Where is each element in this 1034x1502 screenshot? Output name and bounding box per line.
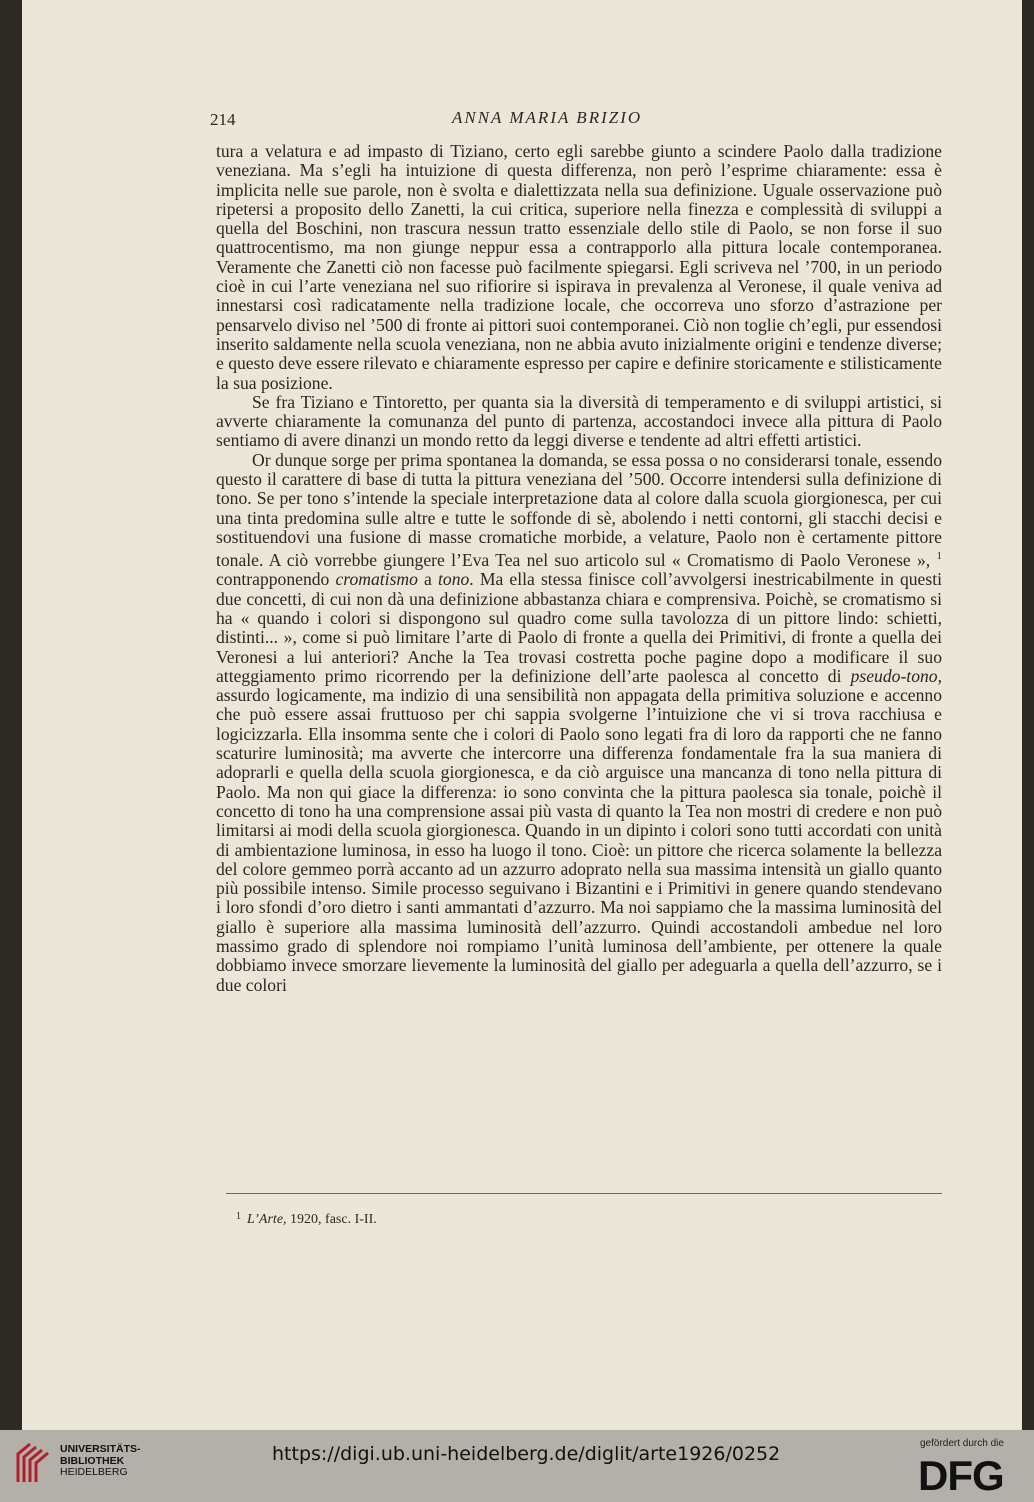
body-text <box>216 142 942 995</box>
paragraph <box>216 142 942 393</box>
library-name-line: BIBLIOTHEK <box>60 1454 125 1467</box>
library-name-line: UNIVERSITÄTS- <box>60 1443 141 1455</box>
library-name <box>60 1444 141 1479</box>
paragraph <box>216 451 942 995</box>
text-run: a <box>417 569 439 590</box>
footnote-number: 1 <box>236 1211 241 1222</box>
footnote-journal-title: L’Arte <box>247 1212 284 1227</box>
italic-term: cromatismo <box>335 569 418 590</box>
page-header <box>22 104 1022 134</box>
footnote-reference: 1 <box>936 550 942 563</box>
footnote-citation: , 1920, fasc. I-II. <box>283 1212 377 1227</box>
university-library-logo-icon <box>14 1440 54 1486</box>
footer-bar <box>0 1430 1034 1502</box>
text-run: tura a velatura e ad impasto di Tiziano, certo egli sarebbe giunto a scindere Paolo dalla tradizione veneziana. Ma s’egli ha intuizione di questa differenza, non però l’esprime chiaramente: essa è implicita nelle sue parole, non è svolta e dialettizzata nella sua definizione. Uguale osservazione può ripetersi a proposito dello Zanetti, la cui critica, superiore nella finezza e complessità di sviluppi a quella del Boschini, non trascura nessun tratto essenziale dello stile di Paolo, se non forse il suo quattrocentismo, ma non giunge neppur essa a contrapporlo alla pittura locale contemporanea. Veramente che Zanetti ciò non facesse può facilmente spiegarsi. Egli scriveva nel ’700, in un periodo cioè in cui l’arte veneziana nel suo rifiorire si ispirava in prevalenza al Veronese, il quale veniva ad innestarsi così radicatamente nella tradizione locale, che occorreva uno sforzo d’astrazione per pensarvelo diviso nel ’500 di fronte ai pittori suoi contemporanei. Ciò non toglie ch’egli, pur essendosi inserito saldamente nella scuola veneziana, non ne abbia avuto inizialmente origini e tendenze diverse; e questo deve essere rilevato e chiaramente espresso per capire e definire storicamente e stilisticamente la sua posizione. <box>216 141 942 393</box>
text-run: Se fra Tiziano e Tintoretto, per quanta sia la diversità di temperamento e di sviluppi artistici, si avverte chiaramente la comunanza del punto di partenza, accostandoci invece alla pittura di Paolo sentiamo di avere dinanzi un mondo retto da leggi diverse e tendente ad altri effetti artistici. <box>216 391 942 451</box>
library-name-line: HEIDELBERG <box>60 1466 128 1478</box>
text-run: . Ma ella stessa finisce coll’avvolgersi inestricabilmente in questi due concetti, di cui non dà una definizione abbastanza chiara e comprensiva. Poichè, se cromatismo si ha « quando i colori si dispongono sul quadro come sulla tavolozza di un pittore lindo: schietti, distinti... », come si può limitare l’arte di Paolo di fronte a quella dei Primitivi, di fronte a quella dei Veronesi a lui anteriori? Anche la Tea trovasi costretta poche pagine dopo a modificare il suo atteggiamento primo ricorrendo per la definizione dell’arte paolesca al concetto di <box>216 569 942 686</box>
page-number: 214 <box>210 110 236 129</box>
footnote <box>236 1211 377 1228</box>
text-run: , assurdo logicamente, ma indizio di una sensibilità non appagata della primitiva soluzione e accenno che può essere assai fruttuoso per chi sappia svolgerne l’intuizione che vi si trova racchiusa e logicizzarla. Ella insomma sente che i colori di Paolo sono legati fra di loro da rapporti che ne fanno scaturire luminosità; ma avverte che intercorre una differenza fondamentale fra la sua maniera di adoprarli e quella della scuola giorgionesca, e da ciò arguisce una mancanza di tono nella pittura di Paolo. Ma non qui giace la differenza: io sono convinta che la pittura paolesca sia tonale, poichè il concetto di tono ha una comprensione assai più vasta di quanto la Tea non mostri di credere e non può limitarsi ai modi della scuola giorgionesca. Quando in un dipinto i colori sono tutti accordati con unità di ambientazione luminosa, in esso ha luogo il tono. Cioè: un pittore che ricerca solamente la bellezza del colore gemmeo porrà accanto ad un azzurro adoprato nella sua massima intensità un giallo quanto più possibile intenso. Simile processo seguivano i Bizantini e i Primitivi in genere quando stendevano i loro sfondi d’oro dietro i santi ammantati d’azzurro. Ma noi sappiamo che la massima luminosità del giallo è superiore alla massima luminosità dell’azzurro. Quindi accostandoli ambedue nel loro massimo grado di splendore noi rompiamo l’unità luminosa dell’ambiente, per ottenere la quale dobbiamo invece smorzare lievemente la luminosità del giallo per adeguarla a quella dell’azzurro, se i due colori <box>216 665 942 995</box>
paragraph <box>216 393 942 451</box>
running-head: ANNA MARIA BRIZIO <box>452 108 643 127</box>
footnote-separator <box>226 1193 942 1194</box>
italic-term: tono <box>438 569 470 590</box>
dfg-logo: DFG <box>918 1452 1004 1499</box>
text-run: Or dunque sorge per prima spontanea la domanda, se essa possa o no considerarsi tonale, essendo questo il carattere di base di tutta la pittura veneziana del ’500. Occorre intendersi sulla definizione di tono. Se per tono s’intende la speciale interpretazione data al colore dalla scuola giorgionesca, per cui una tinta predomina sulle altre e tutte le soffonde di sè, abolendo i netti contorni, gli stacchi decisi e sostituendovi una fusione di masse cromatiche morbide, a velature, Paolo non è certamente pittore tonale. A ciò vorrebbe giungere l’Eva Tea nel suo articolo sul « Cromatismo di Paolo Veronese », <box>216 449 942 571</box>
text-run: contrapponendo <box>216 569 336 590</box>
italic-term: pseudo-tono <box>850 665 938 686</box>
permalink-url[interactable]: https://digi.ub.uni-heidelberg.de/diglit/arte1926/0252 <box>272 1443 781 1465</box>
funded-by-label: gefördert durch die <box>920 1438 1004 1449</box>
scanned-page <box>22 0 1022 1430</box>
